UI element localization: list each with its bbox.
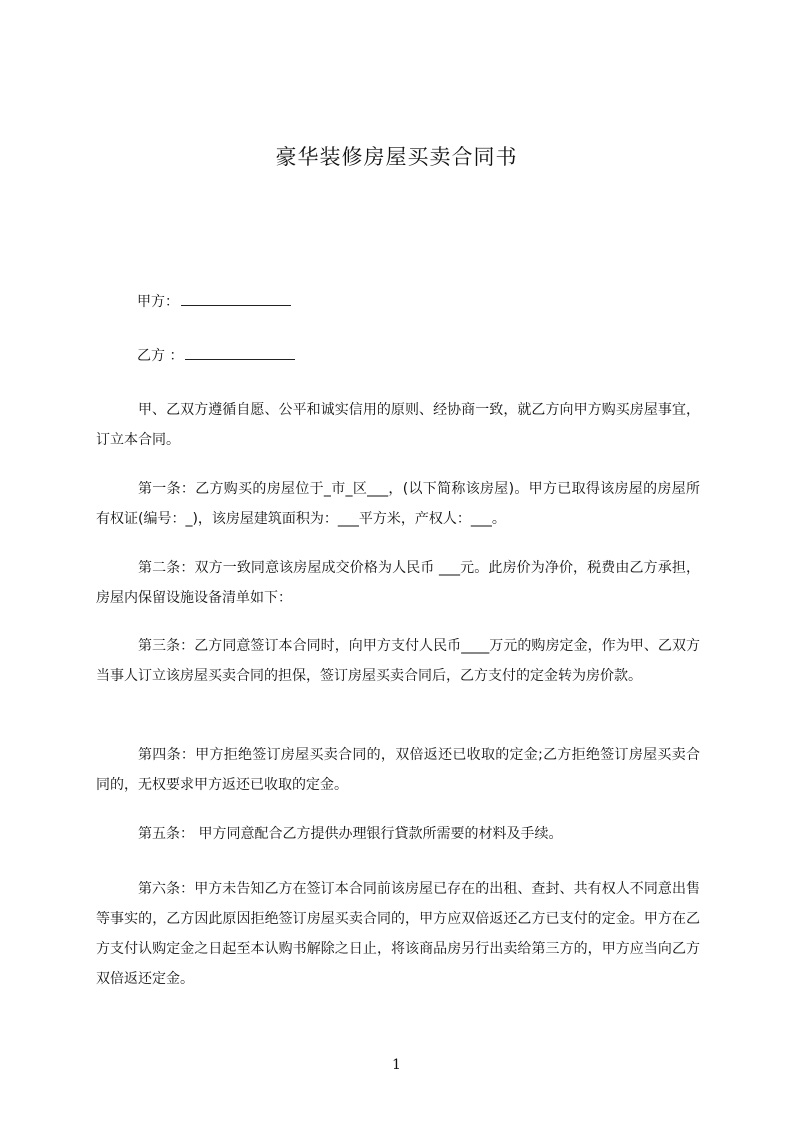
clause-5: 第五条： 甲方同意配合乙方提供办理银行貸款所需要的材料及手续。 [138,826,563,842]
clause-1: 第一条：乙方购买的房屋位于_市_区___，(以下简称该房屋)。甲方已取得该房屋的房屋所有权证(编号：_)，该房屋建筑面积为：___平方米，产权人：___。 [96,481,700,527]
clause-3: 第三条：乙方同意签订本合同时，向甲方支付人民币____万元的购房定金，作为甲、乙双方当事人订立该房屋买卖合同的担保，签订房屋买卖合同后，乙方支付的定金转为房价款。 [96,638,700,684]
clause-4: 第四条：甲方拒绝签订房屋买卖合同的，双倍返还已收取的定金;乙方拒绝签订房屋买卖合同的，无权要求甲方返还已收取的定金。 [96,747,700,793]
clause-2: 第二条：双方一致同意该房屋成交价格为人民币 ___元。此房价为净价，税费由乙方承担，房屋内保留设施设备清单如下： [96,560,700,606]
intro-paragraph: 甲、乙双方遵循自愿、公平和诚实信用的原则、经协商一致，就乙方向甲方购买房屋事宜，订立本合同。 [96,402,700,448]
document-title: 豪华装修房屋买卖合同书 [275,145,518,169]
clause-6: 第六条：甲方未告知乙方在签订本合同前该房屋已存在的出租、查封、共有权人不同意出售等事实的，乙方因此原因拒绝签订房屋买卖合同的，甲方应双倍返还乙方已支付的定金。甲方在乙方支付认购定金之日起至本认购书解除之日止，将该商品房另行出卖给第三方的，甲方应当向乙方双倍返还定金。 [96,881,700,987]
party-a-label: 甲方： [137,294,179,310]
page-number: 1 [392,1057,401,1073]
party-a-blank [181,291,291,306]
party-b-label: 乙方 ： [137,348,184,364]
party-b-line [137,345,295,366]
party-a-line [137,291,291,312]
party-b-blank [185,345,295,360]
